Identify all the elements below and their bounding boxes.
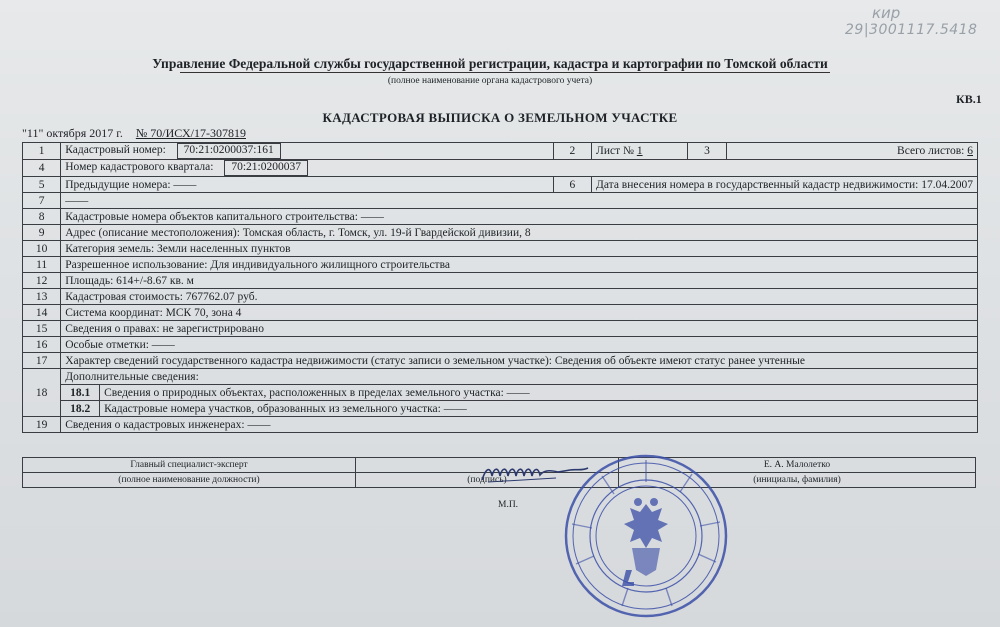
- table-row: [23, 143, 978, 160]
- table-row: [23, 225, 978, 241]
- table-row: [23, 417, 978, 433]
- form-code: КВ.1: [956, 92, 982, 106]
- total-sheets-label: Всего листов:: [897, 145, 965, 157]
- row-number: 19: [23, 417, 61, 433]
- row-number: 18: [23, 369, 61, 417]
- row-number: 16: [23, 337, 61, 353]
- document-number: № 70/ИСХ/17-307819: [135, 126, 246, 140]
- cadastral-engineers: Сведения о кадастровых инженерах: ——: [61, 417, 978, 433]
- official-name: Е. А. Малолетко: [619, 458, 976, 473]
- coordinate-system: Система координат: МСК 70, зона 4: [61, 305, 978, 321]
- sub-row-number: 18.1: [61, 385, 100, 401]
- total-sheets-cell: [727, 143, 978, 160]
- table-row: [23, 241, 978, 257]
- table-row: [23, 273, 978, 289]
- table-row: [23, 305, 978, 321]
- document-title: КАДАСТРОВАЯ ВЫПИСКА О ЗЕМЕЛЬНОМ УЧАСТКЕ: [322, 110, 678, 125]
- previous-numbers-value: ——: [173, 178, 197, 191]
- row-7-value: ——: [61, 193, 978, 209]
- additional-info: Дополнительные сведения:: [61, 369, 978, 385]
- table-row: [23, 193, 978, 209]
- previous-numbers-label: Предыдущие номера:: [65, 178, 171, 191]
- record-status: Характер сведений государственного кадастра недвижимости (статус записи о земельном участке): Сведения об объекте имеют статус ранее учтенные: [61, 353, 978, 369]
- table-row: [23, 337, 978, 353]
- sheet-value: 1: [636, 145, 643, 157]
- total-sheets-value: 6: [967, 145, 973, 157]
- row-number: 4: [23, 160, 61, 177]
- handwritten-note-line2: 29|3001117.5418: [845, 22, 978, 38]
- position-caption: (полное наименование должности): [23, 473, 356, 488]
- organization-caption: (полное наименование органа кадастрового учета): [387, 76, 593, 86]
- issue-date: "11" октября 2017 г.: [22, 126, 123, 140]
- row-number: 7: [23, 193, 61, 209]
- table-row: [23, 289, 978, 305]
- derived-plots: Кадастровые номера участков, образованных из земельного участка: ——: [100, 401, 978, 417]
- table-row: [23, 401, 978, 417]
- table-row: [23, 209, 978, 225]
- table-row: [23, 177, 978, 193]
- row-number: 13: [23, 289, 61, 305]
- table-row: [23, 385, 978, 401]
- row-number: 11: [23, 257, 61, 273]
- row-number: 2: [553, 143, 591, 160]
- cadastral-number-value: 70:21:0200037:161: [177, 143, 281, 159]
- handwritten-note-line1: кир: [872, 4, 901, 22]
- official-position: Главный специалист-эксперт: [23, 458, 356, 473]
- address: Адрес (описание местоположения): Томская область, г. Томск, ул. 19-й Гвардейской дивизии, 8: [61, 225, 978, 241]
- table-row: [23, 353, 978, 369]
- stamp-place-label: М.П.: [498, 500, 519, 510]
- special-notes: Особые отметки: ——: [61, 337, 978, 353]
- cadastral-table: [22, 142, 978, 433]
- registration-date: Дата внесения номера в государственный кадастр недвижимости: 17.04.2007: [592, 177, 978, 193]
- quarter-number-value: 70:21:0200037: [224, 160, 308, 176]
- cadastral-number-cell: [61, 143, 553, 160]
- rights-info: Сведения о правах: не зарегистрировано: [61, 321, 978, 337]
- row-number: 3: [688, 143, 727, 160]
- official-seal: [562, 452, 730, 620]
- row-number: 9: [23, 225, 61, 241]
- area: Площадь: 614+/-8.67 кв. м: [61, 273, 978, 289]
- name-caption: (инициалы, фамилия): [619, 473, 976, 488]
- row-number: 8: [23, 209, 61, 225]
- row-number: 10: [23, 241, 61, 257]
- table-row: [23, 369, 978, 385]
- quarter-number-cell: [61, 160, 978, 177]
- sheet-cell: [592, 143, 688, 160]
- organization-underline: [180, 72, 830, 73]
- row-number: 17: [23, 353, 61, 369]
- row-number: 1: [23, 143, 61, 160]
- table-row: [23, 160, 978, 177]
- signature-caption: (подпись): [356, 473, 619, 488]
- sub-row-number: 18.2: [61, 401, 100, 417]
- sheet-label: Лист №: [596, 145, 634, 157]
- row-number: 5: [23, 177, 61, 193]
- issue-date-line: [22, 126, 246, 141]
- row-number: 12: [23, 273, 61, 289]
- quarter-number-label: Номер кадастрового квартала:: [65, 161, 214, 173]
- row-number: 6: [553, 177, 591, 193]
- row-number: 14: [23, 305, 61, 321]
- land-category: Категория земель: Земли населенных пунктов: [61, 241, 978, 257]
- row-number: 15: [23, 321, 61, 337]
- organization-name: Управление Федеральной службы государственной регистрации, кадастра и картографии по Томской области: [152, 56, 828, 71]
- table-row: [23, 321, 978, 337]
- table-row: [23, 257, 978, 273]
- cadastral-value: Кадастровая стоимость: 767762.07 руб.: [61, 289, 978, 305]
- capital-objects-numbers: Кадастровые номера объектов капитального строительства: ——: [61, 209, 978, 225]
- cadastral-number-label: Кадастровый номер:: [65, 144, 166, 156]
- previous-numbers-cell: [61, 177, 553, 193]
- natural-objects: Сведения о природных объектах, расположенных в пределах земельного участка: ——: [100, 385, 978, 401]
- permitted-use: Разрешенное использование: Для индивидуального жилищного строительства: [61, 257, 978, 273]
